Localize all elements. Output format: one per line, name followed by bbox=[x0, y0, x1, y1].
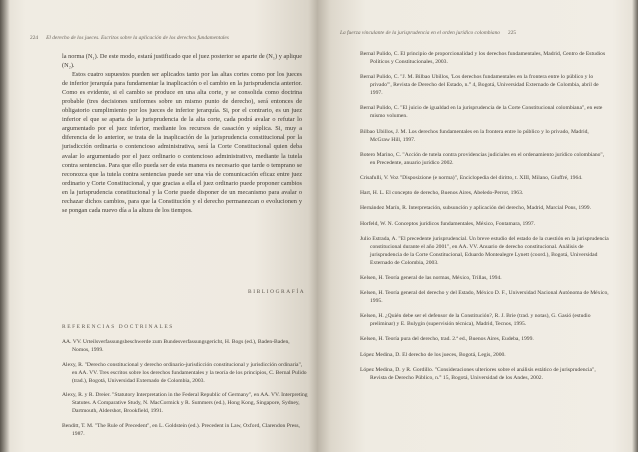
reference-entry: Bernal Pulido, C. "J. M. Bilbao Ubillos, 'Los derechos fundamentales en la frontera entre lo público y lo privado'", Revista de Derecho del Estado, n.° 4, Bogotá, Universidad Externado de Colombia, abril de 1997. bbox=[360, 74, 599, 97]
reference-entry: Kelsen, H. ¿Quién debe ser el defensor de la Constitución?, R. J. Brie (trad. y notas), G. Gasió (estudio preliminar) y E. Bulygin (supervisión técnica), Madrid, Tecnos, 1995. bbox=[360, 313, 591, 328]
right-running-head bbox=[340, 30, 516, 36]
body-paragraph: la norma (N₁). De este modo, estará justificado que el juez posterior se aparte de (N₁) y aplique (N₂). bbox=[62, 53, 302, 70]
left-page-number: 224 bbox=[30, 35, 39, 41]
left-body-text bbox=[62, 52, 302, 215]
reference-entry: Alexy, R. "Derecho constitucional y derecho ordinario-jurisdicción constitucional y jurisdicción ordinaria", en AA. VV. Tres escritos sobre los derechos fundamentales y la teoría de los principios, C. Bernal Pulido (trad.), Bogotá, Universidad Externado de Colombia, 2003. bbox=[62, 361, 307, 384]
reference-entry: Crisafulli, V. Voz "Disposizione (e norma)", Enciclopedia del diritto, t. XIII, Milano, Giuffré, 1964. bbox=[360, 174, 583, 181]
reference-entry: Alexy, R. y R. Dreier. "Statutory Interpretation in the Federal Republic of Germany", en AA. VV. Interpreting Statutes. A Comparative Study, N. MacCormick y R. Summers (ed.), Hong Kong, Singapore, Sydney, Dartmouth, Aldershot, Brookfield, 1991. bbox=[62, 392, 308, 414]
body-paragraph: Estos cuatro supuestos pueden ser aplicados tanto por las altas cortes como por los jueces de inferior jerarquía para fundamentar la inaplicación o el cambio en la jurisprudencia anterior. Como es evidente, si el cambio se produce en una alta corte, y se consolida como doctrina probable (tres decisiones uniformes sobre un mismo punto de derecho), será entonces de obligatorio cumplimiento por los jueces de inferior jerarquía. Si, por el contrario, es un juez inferior el que se aparta de la jurisprudencia de la alta corte, cada podrá avalar o refutar lo argumentado por el juez inferior, mediante los recursos de casación y súplica. Si, muy a diferencia de lo anterior, se trata de la inaplicación de la jurisprudencia constitucional por la jurisdicción ordinaria o contencioso administrativa, será la Corte Constitucional quien deba avalar lo argumentado por el juez ordinario o contencioso administrativo, mediante la tutela contra sentencias. Para que ello pueda ser de esta manera es necesario que tarde o temprano se reconozca que la tutela contra sentencias puede ser una vía de comunicación eficaz entre juez ordinario y Corte Constitucional, y que gracias a ella el juez ordinario puede proponer cambios en la jurisprudencia constitucional y la Corte puede disponer de un mecanismo para avalar o rechazar dichos cambios, para que la Constitución y el derecho permanezcan o evolucionen y se pongan cada nuevo día a la altura de los tiempos. bbox=[62, 71, 302, 214]
reference-entry: Bernal Pulido, C. El principio de proporcionalidad y los derechos fundamentales, Madrid, Centro de Estudios Políticos y Constitucionales, 2003. bbox=[360, 51, 606, 65]
reference-entry: Kelsen, H. Teoría general del derecho y del Estado, México D. F., Universidad Nacional Autónoma de México, 1995. bbox=[360, 290, 609, 305]
reference-entry: Kelsen, H. Teoría general de las normas, México, Trillas, 1994. bbox=[360, 274, 502, 281]
reference-entry: Horfeld, W. N. Conceptos jurídicos fundamentales, México, Fontamara, 1997. bbox=[360, 220, 536, 227]
reference-entry: Benditt, T. M. "The Rule of Precedent", en L. Goldstein (ed.). Precedent in Law, Oxford, Clarendon Press, 1987. bbox=[62, 422, 300, 437]
left-running-head bbox=[30, 35, 229, 41]
right-running-title: La fuerza vinculante de la jurisprudencia en el orden jurídico colombiano bbox=[340, 30, 500, 36]
reference-entry: AA. VV. Urteilsverfassungsbeschwerde zum Bundesverfassungsgericht, H. Bogs (ed.), Baden-Baden, Nomos, 1999. bbox=[62, 339, 290, 353]
page-edge-shadow-right bbox=[632, 0, 638, 452]
reference-entry: Bilbao Ubillos, J. M. Los derechos fundamentales en la frontera entre lo público y lo privado, Madrid, McGraw Hill, 1997. bbox=[360, 128, 589, 143]
left-references bbox=[62, 338, 308, 444]
references-subheading: REFERENCIAS DOCTRINALES bbox=[62, 324, 174, 330]
right-page-number: 225 bbox=[508, 30, 517, 36]
page-edge-shadow-left bbox=[0, 0, 10, 452]
left-running-title: El derecho de los jueces. Escritos sobre la aplicación de los derechos fundamentales bbox=[46, 35, 229, 41]
reference-entry: Botero Marino, C. "Acción de tutela contra providencias judiciales en el ordenamiento jurídico colombiano", en Precedente, anuario jurídico 2002. bbox=[360, 151, 605, 166]
reference-entry: Hart, H. L. El concepto de derecho, Buenos Aires, Abeledo-Perrot, 1963. bbox=[360, 190, 524, 197]
bibliography-heading: BIBLIOGRAFÍA bbox=[248, 289, 306, 295]
reference-entry: López Medina, D. y R. Gordillo. "Consideraciones ulteriores sobre el análisis estático de jurisprudencia", Revista de Derecho Público, n.° 15, Bogotá, Universidad de los Andes, 2002. bbox=[360, 366, 596, 381]
reference-entry: Hernández Marín, R. Interpretación, subsunción y aplicación del derecho, Madrid, Marcial Pons, 1999. bbox=[360, 205, 591, 212]
reference-entry: Bernal Pulido, C. "El juicio de igualdad en la jurisprudencia de la Corte Constitucional colombiana", en este mismo volumen. bbox=[360, 105, 603, 120]
reference-entry: López Medina, D. El derecho de los jueces, Bogotá, Legis, 2000. bbox=[360, 351, 506, 358]
reference-entry: Julio Estrada, A. "El precedente jurisprudencial. Un breve estudio del estado de la cuestión en la jurisprudencia constitucional durante el año 2001", en AA. VV. Anuario de derecho constitucional. Análisis de jurisprudencia de la Corte Constitucional, Eduardo Montealegre Lynett (coord.), Bogotá, Universidad Externado de Colombia, 2003. bbox=[360, 235, 609, 266]
reference-entry: Kelsen, H. Teoría pura del derecho, trad. 2.ª ed., Buenos Aires, Eudeba, 1999. bbox=[360, 336, 534, 343]
right-references bbox=[360, 50, 610, 389]
